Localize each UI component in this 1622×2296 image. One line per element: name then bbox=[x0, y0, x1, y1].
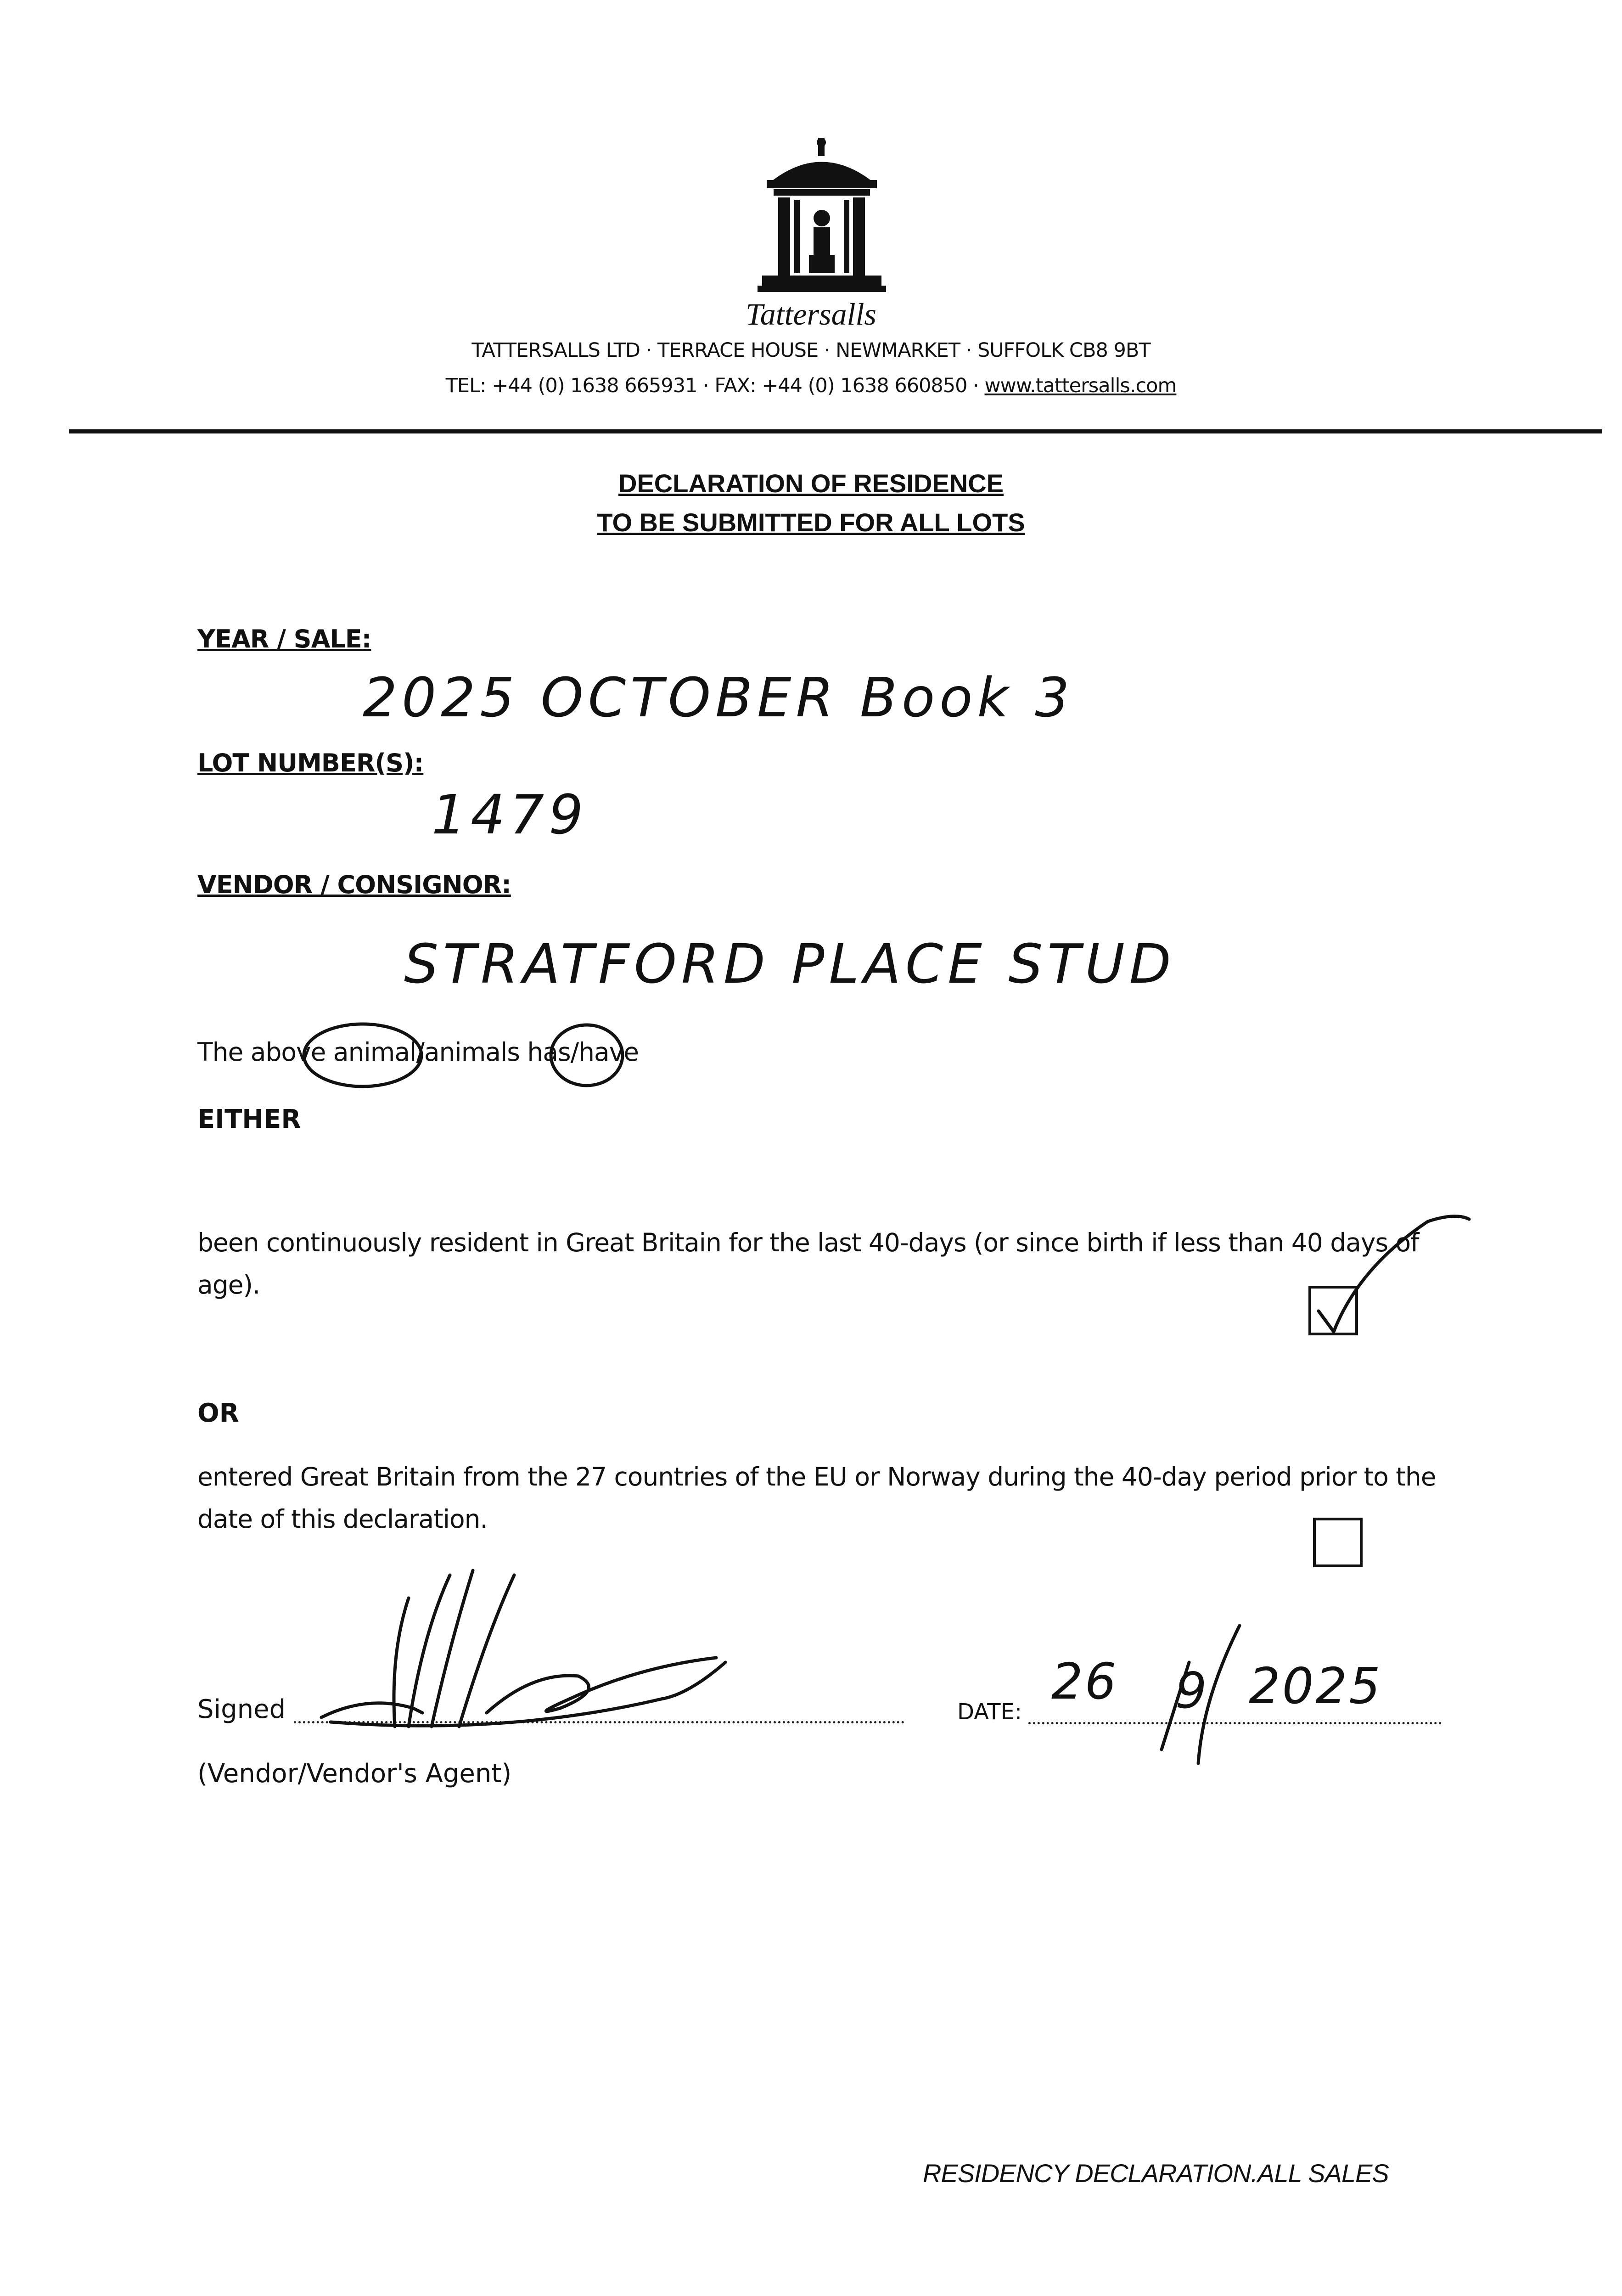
animal-option[interactable]: animal bbox=[333, 1037, 416, 1067]
either-label: EITHER bbox=[197, 1104, 301, 1134]
statement-separator: /animals bbox=[416, 1037, 528, 1067]
has-option[interactable]: has bbox=[527, 1037, 571, 1067]
vendor-value[interactable]: STRATFORD PLACE STUD bbox=[404, 932, 1176, 996]
signer-caption: (Vendor/Vendor's Agent) bbox=[197, 1759, 512, 1789]
contact-phone-fax: TEL: +44 (0) 1638 665931 · FAX: +44 (0) 1638 660850 · bbox=[445, 374, 985, 397]
signature-scribble bbox=[321, 1570, 725, 1727]
document-title-line2: TO BE SUBMITTED FOR ALL LOTS bbox=[597, 508, 1025, 537]
signed-label: Signed bbox=[197, 1694, 286, 1724]
date-slash-2 bbox=[1198, 1626, 1240, 1763]
statement-suffix: /have bbox=[570, 1037, 639, 1067]
lot-number-value[interactable]: 1479 bbox=[432, 783, 588, 846]
vendor-label: VENDOR / CONSIGNOR: bbox=[197, 870, 511, 899]
company-address: TATTERSALLS LTD · TERRACE HOUSE · NEWMARKET · SUFFOLK CB8 9BT bbox=[471, 339, 1151, 362]
year-sale-value[interactable]: 2025 OCTOBER Book 3 bbox=[363, 666, 1074, 729]
lot-number-label: LOT NUMBER(S): bbox=[197, 748, 424, 777]
date-label: DATE: bbox=[957, 1699, 1022, 1725]
has-circle-mark bbox=[551, 1025, 623, 1086]
date-year[interactable]: 2025 bbox=[1249, 1658, 1382, 1715]
statement-prefix: The above bbox=[197, 1037, 333, 1067]
animal-circle-mark bbox=[304, 1024, 421, 1086]
website-link[interactable]: www.tattersalls.com bbox=[984, 374, 1177, 397]
date-month[interactable]: 9 bbox=[1175, 1662, 1212, 1720]
brand-name: Tattersalls bbox=[746, 297, 876, 332]
year-sale-label: YEAR / SALE: bbox=[197, 625, 371, 653]
or-label: OR bbox=[197, 1398, 239, 1428]
option2-text: entered Great Britain from the 27 countries of the EU or Norway during the 40-day period prior to the date of this declaration. bbox=[197, 1462, 1436, 1534]
document-title-line1: DECLARATION OF RESIDENCE bbox=[618, 469, 1004, 498]
date-day[interactable]: 26 bbox=[1051, 1653, 1118, 1711]
form-code: RESIDENCY DECLARATION.ALL SALES bbox=[923, 2159, 1389, 2188]
date-slash-1 bbox=[1162, 1662, 1189, 1750]
option1-checkmark bbox=[1319, 1216, 1469, 1332]
option1-text: been continuously resident in Great Britain for the last 40-days (or since birth if less than 40 days of age). bbox=[197, 1228, 1419, 1300]
